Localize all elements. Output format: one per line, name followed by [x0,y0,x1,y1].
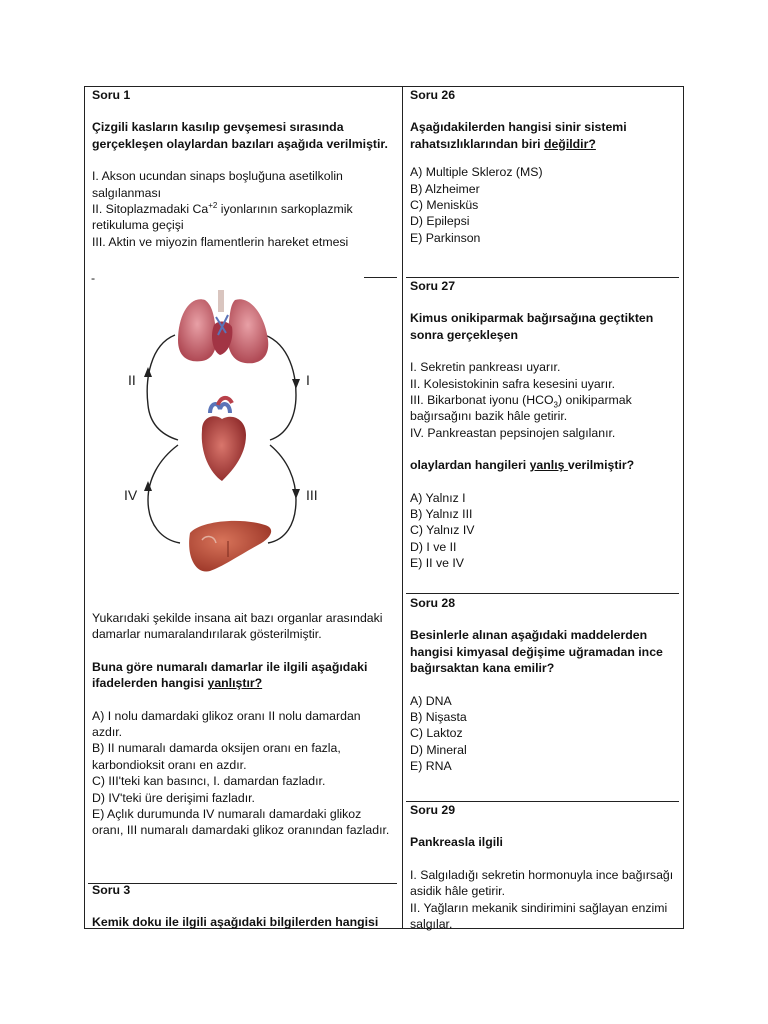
item-iii-text-b: ) onikiparmak bağırsağını bazik hâle getirir. [410,393,632,424]
question-29-stem: Pankreasla ilgili [410,835,503,850]
question-28-title: Soru 28 [410,596,456,610]
question-2-stem [92,659,394,692]
q28-option-b: B) Nişasta [410,710,467,725]
question-27-item-iii [410,392,678,425]
q2-option-d: D) IV'teki üre derişimi fazladır. [92,790,255,805]
question-3-title: Soru 3 [92,883,131,897]
question-2 [92,610,394,839]
liver-icon [189,521,271,572]
question-28-stem: Besinlerle alınan aşağıdaki maddelerden hangisi kimyasal değişime uğramadan ince bağırsaktan kana emilir? [410,628,663,676]
q27-option-d: D) I ve II [410,539,457,554]
item-ii-superscript: +2 [208,200,218,210]
question-27-title: Soru 27 [410,279,456,293]
vessel-ii-path [147,335,178,440]
heart-icon [202,398,246,481]
q28-option-c: C) Laktoz [410,726,463,741]
separator-right-2 [406,593,679,594]
question-2-stem-text: Buna göre numaralı damarlar ile ilgili aşağıdaki ifadelerden hangisi [92,659,368,691]
separator-left-1 [364,277,397,278]
question-1-item-ii [92,201,394,234]
circulation-diagram [110,285,330,585]
q28-option-d: D) Mineral [410,742,467,757]
question-3-stem: Kemik doku ile ilgili aşağıdaki bilgilerden hangisi [92,915,379,930]
question-29-title: Soru 29 [410,803,456,817]
vessel-iv-path [148,445,180,543]
question-27 [410,278,678,572]
q26-option-d: D) Epilepsi [410,214,470,229]
vessel-iii-path [268,445,296,543]
stray-dash: - [91,271,96,285]
arrow-ii-icon [144,367,152,377]
question-1-stem: Çizgili kasların kasılıp gevşemesi sırasında gerçekleşen olaylardan bazıları aşağıda verilmiştir. [92,120,388,151]
question-27-underlined: yanlış [529,458,568,473]
q2-option-a: A) I nolu damardaki glikoz oranı II nolu damardan azdır. [92,708,361,740]
vessel-i-path [265,335,296,440]
column-divider [402,86,403,929]
item-iii-subscript: 3 [553,400,558,410]
question-27-text-a: olaylardan hangileri [410,458,530,473]
q27-option-a: A) Yalnız I [410,490,466,505]
arrow-i-icon [292,379,300,389]
arrow-iii-icon [292,489,300,499]
q2-option-b: B) II numaralı damarda oksijen oranı en fazla, karbondioksit oranı en azdır. [92,741,341,772]
label-iii: III [306,487,318,503]
question-27-item-iv: IV. Pankreastan pepsinojen salgılanır. [410,425,616,440]
question-1-item-i: I. Akson ucundan sinaps boşluğuna asetilkolin salgılanması [92,169,343,200]
question-28 [410,595,678,775]
question-26-title: Soru 26 [410,88,456,102]
question-29 [410,802,678,932]
q27-option-b: B) Yalnız III [410,507,473,522]
question-2-intro: Yukarıdaki şekilde insana ait bazı organlar arasındaki damarlar numaralandırılarak gösterilmiştir. [92,611,383,642]
q26-option-b: B) Alzheimer [410,181,480,196]
question-1-title: Soru 1 [92,88,131,102]
question-27-item-ii: II. Kolesistokinin safra kesesini uyarır. [410,376,616,391]
item-ii-text-a: II. Sitoplazmadaki Ca [92,202,209,217]
q2-option-e: E) Açlık durumunda IV numaralı damardaki glikoz oranı, III numaralı damardaki glikoz oranından fazladır. [92,807,390,838]
item-ii-text-b: iyonlarının sarkoplazmik retikuluma geçişi [92,202,353,233]
question-27-stem: Kimus onikiparmak bağırsağına geçtikten sonra gerçekleşen [410,311,654,342]
question-27-text-b: verilmiştir? [567,458,635,473]
question-1 [92,87,394,250]
q26-option-c: C) Menisküs [410,198,479,213]
q28-option-e: E) RNA [410,759,452,774]
q26-option-e: E) Parkinson [410,230,481,245]
lungs-icon [178,290,268,363]
question-3 [92,882,394,931]
question-26-stem-underlined: değildir? [543,136,596,151]
label-iv: IV [124,487,138,503]
label-ii: II [128,372,136,388]
question-27-item-i: I. Sekretin pankreası uyarır. [410,360,561,375]
q27-option-e: E) II ve IV [410,556,464,571]
question-2-stem-underlined: yanlıştır? [207,676,263,691]
question-29-item-ii: II. Yağların mekanik sindirimini sağlayan enzimi salgılar. [410,900,668,932]
q28-option-a: A) DNA [410,693,452,708]
question-1-item-iii: III. Aktin ve miyozin flamentlerin hareket etmesi [92,234,349,249]
q2-option-c: C) III'teki kan basıncı, I. damardan fazladır. [92,774,326,789]
question-26-stem [410,119,678,152]
q27-option-c: C) Yalnız IV [410,523,475,538]
question-26 [410,87,678,246]
question-27-question [410,457,678,473]
question-26-stem-text: Aşağıdakilerden hangisi sinir sistemi rahatsızlıklarından biri [410,120,627,151]
q26-option-a: A) Multiple Skleroz (MS) [410,165,543,180]
question-29-item-i: I. Salgıladığı sekretin hormonuyla ince bağırsağı asidik hâle getirir. [410,867,674,899]
label-i: I [306,372,310,388]
item-iii-text-a: III. Bikarbonat iyonu (HCO [410,393,554,408]
